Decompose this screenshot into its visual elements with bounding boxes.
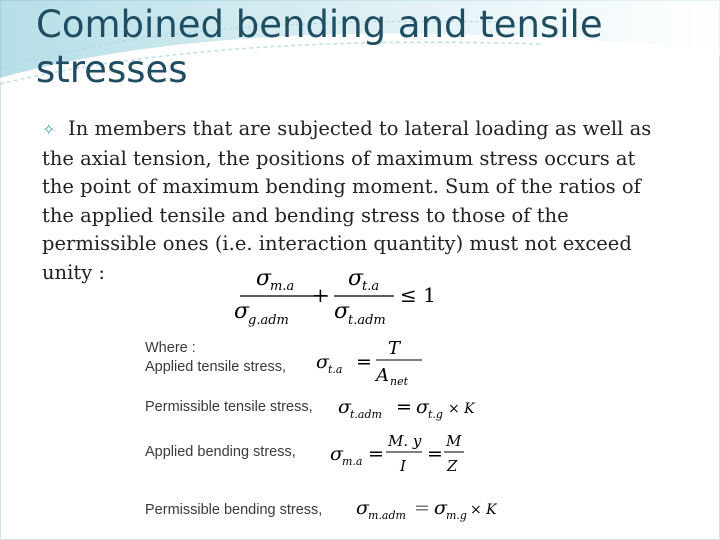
bullet-icon: ✧ (42, 120, 56, 139)
subscript: t.a (362, 279, 380, 294)
sigma-symbol: σ (256, 266, 272, 291)
permissible-bending-formula (352, 497, 504, 525)
denominator: Z (447, 457, 458, 475)
applied-tensile-label: Applied tensile stress, (145, 359, 287, 375)
subscript: m.a (342, 455, 363, 468)
applied-tensile-formula (312, 336, 428, 388)
sigma-symbol: σ (416, 396, 429, 418)
sigma-symbol: σ (338, 396, 351, 418)
subscript: m.a (270, 279, 295, 294)
factor: × K (470, 502, 497, 518)
equals-sign: = (427, 443, 443, 465)
permissible-bending-label: Permissible bending stress, (145, 502, 323, 518)
sigma-symbol: σ (434, 497, 447, 519)
equals-sign: = (396, 396, 412, 418)
denominator: I (400, 457, 406, 475)
equals-sign: = (368, 443, 384, 465)
equals-sign: = (414, 497, 430, 519)
subscript: t.a (328, 363, 343, 376)
numerator: M. y (388, 432, 422, 450)
applied-bending-formula (326, 428, 470, 478)
relation-text: ≤ 1 (400, 283, 436, 307)
sigma-symbol: σ (330, 443, 343, 465)
subscript: t.g (428, 408, 443, 421)
subscript: net (390, 375, 409, 388)
subscript: g.adm (248, 313, 289, 328)
permissible-tensile-formula (334, 396, 480, 424)
sigma-symbol: σ (316, 351, 329, 373)
subscript: t.adm (350, 408, 382, 421)
factor: × K (448, 401, 475, 417)
permissible-tensile-label: Permissible tensile stress, (145, 399, 313, 415)
denominator: A (376, 365, 389, 386)
numerator: M (446, 432, 462, 450)
equals-sign: = (356, 351, 372, 373)
bullet-text: In members that are subjected to lateral loading as well as the axial tension, the positions of maximum stress occurs at the point of maximum bending moment. Sum of the ratios of the applied tensile and bending stress to those of the permissible ones (i.e. interaction quantity) must not exceed unity : (42, 117, 652, 284)
interaction-formula (228, 260, 450, 332)
applied-bending-label: Applied bending stress, (145, 444, 296, 460)
where-label: Where : (145, 340, 196, 356)
subscript: m.g (446, 509, 467, 522)
numerator: T (388, 338, 401, 359)
plus-sign: + (312, 283, 329, 307)
sigma-symbol: σ (356, 497, 369, 519)
subscript: t.adm (348, 313, 386, 328)
sigma-symbol: σ (334, 299, 350, 324)
slide-title: Combined bending and tensile stresses (36, 3, 603, 91)
sigma-symbol: σ (234, 299, 250, 324)
subscript: m.adm (368, 509, 406, 522)
sigma-symbol: σ (348, 266, 364, 291)
